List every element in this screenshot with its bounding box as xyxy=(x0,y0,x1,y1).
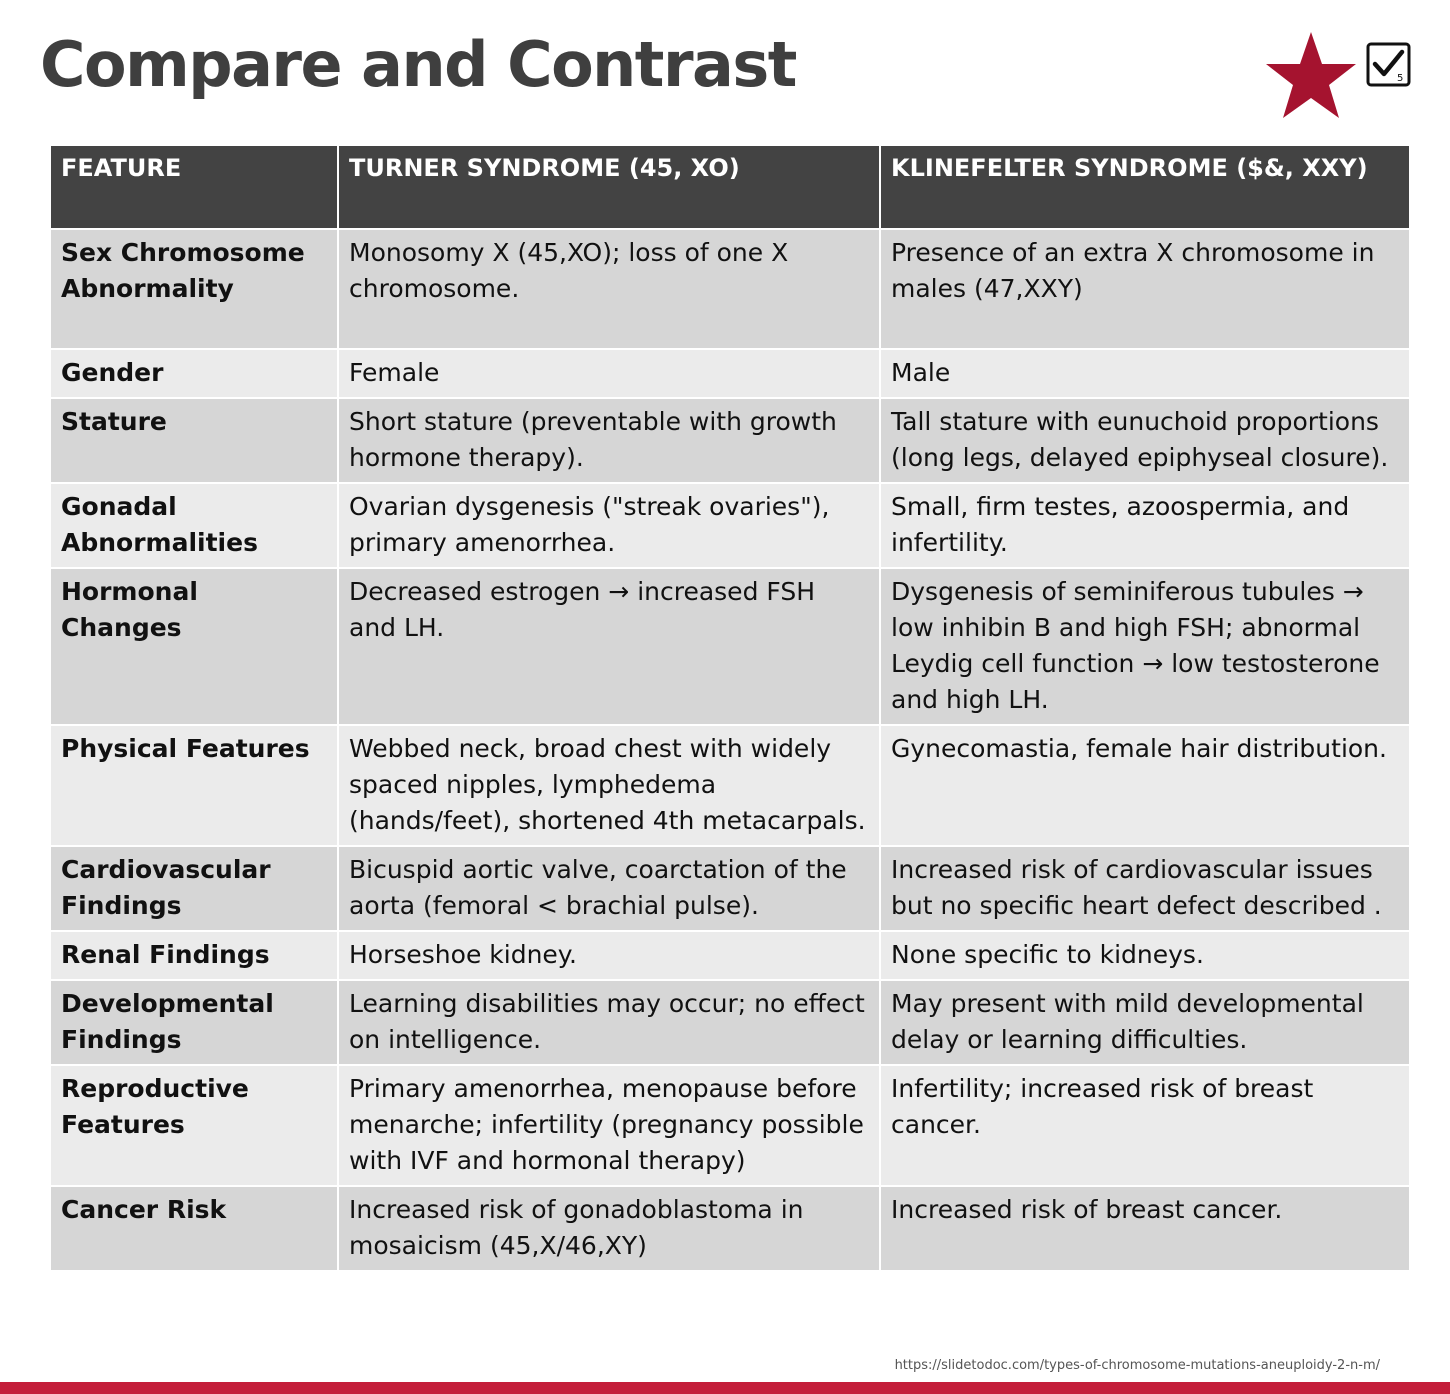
checklist-icon xyxy=(1366,42,1412,92)
row-feature: Developmental Findings xyxy=(50,980,338,1065)
table-row xyxy=(50,1186,1410,1271)
header-klinefelter: KLINEFELTER SYNDROME ($&, XXY) xyxy=(880,145,1410,229)
row-klinefelter: Tall stature with eunuchoid proportions (long legs, delayed epiphyseal closure). xyxy=(880,398,1410,483)
comparison-table xyxy=(49,144,1411,1272)
row-feature: Physical Features xyxy=(50,725,338,846)
row-klinefelter: May present with mild developmental delay or learning difficulties. xyxy=(880,980,1410,1065)
row-feature: Cancer Risk xyxy=(50,1186,338,1271)
bottom-accent-bar xyxy=(0,1382,1450,1394)
table-row xyxy=(50,725,1410,846)
row-turner: Learning disabilities may occur; no effect on intelligence. xyxy=(338,980,880,1065)
row-klinefelter: Increased risk of breast cancer. xyxy=(880,1186,1410,1271)
row-turner: Bicuspid aortic valve, coarctation of the aorta (femoral < brachial pulse). xyxy=(338,846,880,931)
row-feature: Stature xyxy=(50,398,338,483)
row-turner: Increased risk of gonadoblastoma in mosaicism (45,X/46,XY) xyxy=(338,1186,880,1271)
table-row xyxy=(50,229,1410,349)
source-url: https://slidetodoc.com/types-of-chromosome-mutations-aneuploidy-2-n-m/ xyxy=(894,1358,1380,1373)
row-klinefelter: Gynecomastia, female hair distribution. xyxy=(880,725,1410,846)
table-row xyxy=(50,846,1410,931)
row-turner: Female xyxy=(338,349,880,398)
page-title: Compare and Contrast xyxy=(40,28,796,101)
table-row xyxy=(50,931,1410,980)
star-icon xyxy=(1264,30,1358,122)
checklist-number: 5 xyxy=(1397,73,1404,84)
row-turner: Monosomy X (45,XO); loss of one X chromosome. xyxy=(338,229,880,349)
row-klinefelter: Increased risk of cardiovascular issues but no specific heart defect described . xyxy=(880,846,1410,931)
row-feature: Reproductive Features xyxy=(50,1065,338,1186)
table-row xyxy=(50,568,1410,725)
table-row xyxy=(50,1065,1410,1186)
row-turner: Primary amenorrhea, menopause before menarche; infertility (pregnancy possible with IVF and hormonal therapy) xyxy=(338,1065,880,1186)
row-turner: Decreased estrogen → increased FSH and LH. xyxy=(338,568,880,725)
row-turner: Webbed neck, broad chest with widely spaced nipples, lymphedema (hands/feet), shortened 4th metacarpals. xyxy=(338,725,880,846)
row-klinefelter: Dysgenesis of seminiferous tubules → low inhibin B and high FSH; abnormal Leydig cell function → low testosterone and high LH. xyxy=(880,568,1410,725)
row-klinefelter: Presence of an extra X chromosome in males (47,XXY) xyxy=(880,229,1410,349)
row-feature: Hormonal Changes xyxy=(50,568,338,725)
header-turner: TURNER SYNDROME (45, XO) xyxy=(338,145,880,229)
row-klinefelter: Male xyxy=(880,349,1410,398)
row-feature: Renal Findings xyxy=(50,931,338,980)
row-turner: Horseshoe kidney. xyxy=(338,931,880,980)
row-feature: Gonadal Abnormalities xyxy=(50,483,338,568)
header-feature: FEATURE xyxy=(50,145,338,229)
row-turner: Ovarian dysgenesis ("streak ovaries"), primary amenorrhea. xyxy=(338,483,880,568)
row-feature: Cardiovascular Findings xyxy=(50,846,338,931)
table-row xyxy=(50,483,1410,568)
table-row xyxy=(50,349,1410,398)
row-feature: Sex Chromosome Abnormality xyxy=(50,229,338,349)
row-turner: Short stature (preventable with growth hormone therapy). xyxy=(338,398,880,483)
table-row xyxy=(50,980,1410,1065)
row-feature: Gender xyxy=(50,349,338,398)
row-klinefelter: None specific to kidneys. xyxy=(880,931,1410,980)
row-klinefelter: Infertility; increased risk of breast cancer. xyxy=(880,1065,1410,1186)
table-header-row xyxy=(50,145,1410,229)
table-row xyxy=(50,398,1410,483)
row-klinefelter: Small, firm testes, azoospermia, and infertility. xyxy=(880,483,1410,568)
